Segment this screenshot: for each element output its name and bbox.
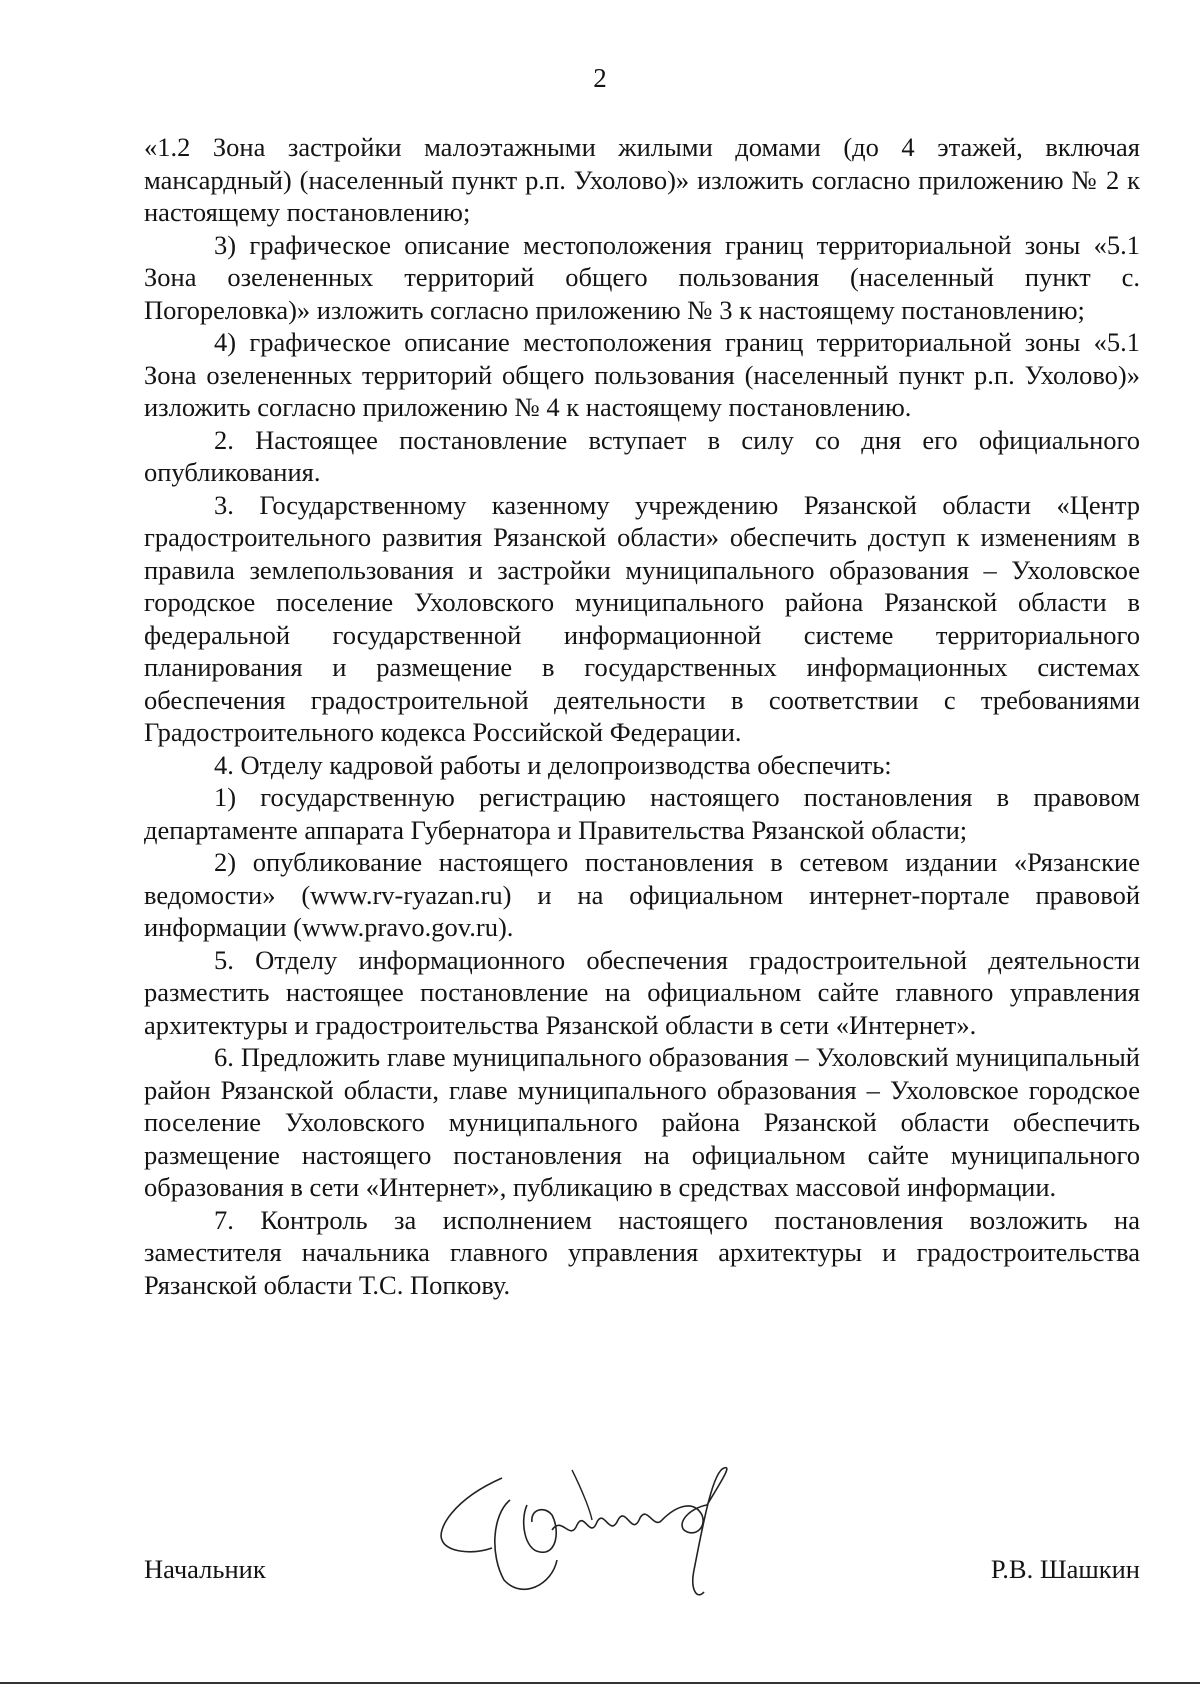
- paragraph: 2. Настоящее постановление вступает в силу со дня его официального опубликования.: [144, 424, 1140, 487]
- paragraph: 4) графическое описание местоположения границ территориальной зоны «5.1 Зона озелененных территорий общего пользования (населенный пункт р.п. Ухолово)» изложить согласно приложению № 4 к настоящему постановлению.: [144, 327, 1140, 422]
- paragraph: 7. Контроль за исполнением настоящего постановления возложить на заместителя начальника главного управления архитектуры и градостроительства Рязанской области Т.С. Попкову.: [144, 1204, 1140, 1300]
- signatory-name: Р.В. Шашкин: [990, 1554, 1140, 1584]
- paragraph: 5. Отделу информационного обеспечения градостроительной деятельности разместить настоящее постановление на официальном сайте главного управления архитектуры и градостроительства Рязанской области в сети «Интернет».: [144, 944, 1140, 1040]
- paragraph: 4. Отделу кадровой работы и делопроизводства обеспечить:: [214, 749, 892, 780]
- signature-block: [144, 1553, 1140, 1593]
- paragraph: 3) графическое описание местоположения границ территориальной зоны «5.1 Зона озелененных территорий общего пользования (населенный пункт с. Погореловка)» изложить согласно приложению № 3 к настоящему постановлению;: [144, 229, 1140, 325]
- paragraph: «1.2 Зона застройки малоэтажными жилыми домами (до 4 этажей, включая мансардный) (населенный пункт р.п. Ухолово)» изложить согласно приложению № 2 к настоящему постановлению;: [144, 132, 1140, 227]
- scan-edge-line: [0, 1682, 1200, 1684]
- paragraph: 2) опубликование настоящего постановления в сетевом издании «Рязанские ведомости» (www.rv-ryazan.ru) и на официальном интернет-портале правовой информации (www.pravo.gov.ru).: [144, 847, 1140, 942]
- signatory-title: Начальник: [144, 1554, 266, 1584]
- paragraph: 3. Государственному казенному учреждению Рязанской области «Центр градостроительного развития Рязанской области» обеспечить доступ к изменениям в правила землепользования и застройки муниципального образования – Ухоловское городское поселение Ухоловского муниципального района Рязанской области в федеральной государственной информационной системе территориального планирования и размещение в государственных информационных системах обеспечения градостроительной деятельности в соответствии с требованиями Градостроительного кодекса Российской Федерации.: [144, 489, 1140, 747]
- paragraph: 6. Предложить главе муниципального образования – Ухоловский муниципальный район Рязанской области, главе муниципального образования – Ухоловское городское поселение Ухоловского муниципального района Рязанской области обеспечить размещение настоящего постановления на официальном сайте муниципального образования в сети «Интернет», публикацию в средствах массовой информации.: [144, 1042, 1140, 1202]
- document-body: [144, 131, 1140, 1301]
- paragraph: 1) государственную регистрацию настоящего постановления в правовом департаменте аппарата Губернатора и Правительства Рязанской области;: [144, 782, 1140, 845]
- page-number: 2: [593, 63, 607, 93]
